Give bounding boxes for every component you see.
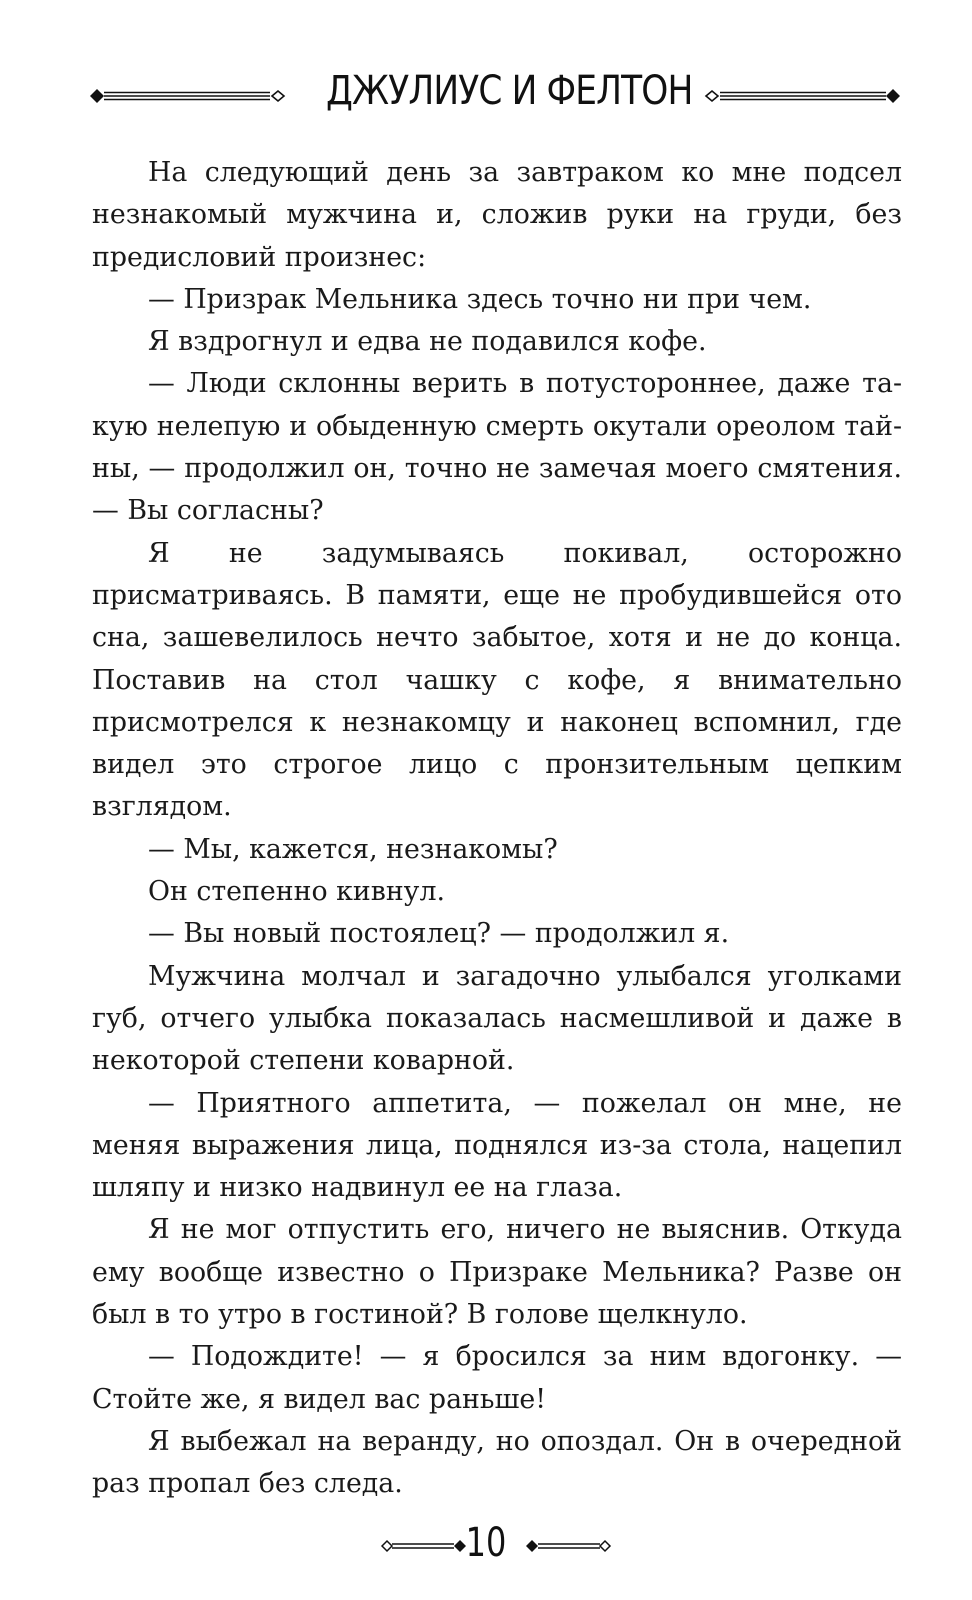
paragraph-dialogue-guest: — Вы новый постоялец? — продолжил я. [148, 918, 730, 950]
paragraph-dialogue-ghost: — Призрак Мельника здесь точно ни при чем. [148, 283, 812, 315]
paragraph-questions: Я не мог отпустить его, ничего не выяснив. Откуда ему вообще известно о Призраке Мельника? Разве он был в то утро в гостиной? В голове щелкнуло. [92, 1214, 902, 1331]
paragraph-smile: Мужчина молчал и загадочно улыбался уголками губ, отчего улыбка показалась насмешливой и даже в некоторой степени коварной. [92, 960, 902, 1077]
paragraph-dialogue-people: — Люди склонны верить в потустороннее, даже такую нелепую и обыденную смерть окутали ореолом тайны, — продолжил он, точно не замечая моего смятения. — Вы согласны? [92, 368, 902, 527]
page-number: 10 [465, 1520, 507, 1566]
paragraph-dialogue-strangers: — Мы, кажется, незнакомы? [148, 833, 558, 865]
paragraph-veranda: Я выбежал на веранду, но опоздал. Он в очередной раз пропал без следа. [92, 1425, 902, 1500]
right-footer-ornament-icon [522, 1536, 612, 1556]
paragraph-startle: Я вздрогнул и едва не подавился кофе. [148, 326, 707, 358]
paragraph-dialogue-appetite: — Приятного аппетита, — пожелал он мне, не меняя выражения лица, поднялся из-за стола, нацепил шляпу и низко надвинул ее на глаза. [92, 1087, 902, 1204]
right-header-ornament-icon [702, 84, 902, 108]
paragraph-recognition: Я не задумываясь покивал, осторожно присматриваясь. В памяти, еще не пробудившейся ото сна, зашевелилось нечто забытое, хотя и не до конца. Поставив на стол чашку с кофе, я внимательно присмотрелся к незнакомцу и наконец вспомнил, где видел это строгое лицо с пронзительным цепким взглядом. [92, 537, 902, 823]
chapter-text [92, 152, 902, 1506]
left-header-ornament-icon [88, 84, 288, 108]
paragraph-nod: Он степенно кивнул. [148, 876, 445, 908]
paragraph-intro: На следующий день за завтраком ко мне подсел незнакомый мужчина и, сложив руки на груди, без предисловий произнес: [92, 157, 902, 273]
running-header [0, 62, 972, 132]
running-title: ДЖУЛИУС И ФЕЛТОН [326, 68, 693, 114]
page-footer [0, 1520, 972, 1580]
paragraph-dialogue-wait: — Подождите! — я бросился за ним вдогонку. — Стойте же, я видел вас раньше! [92, 1341, 902, 1415]
